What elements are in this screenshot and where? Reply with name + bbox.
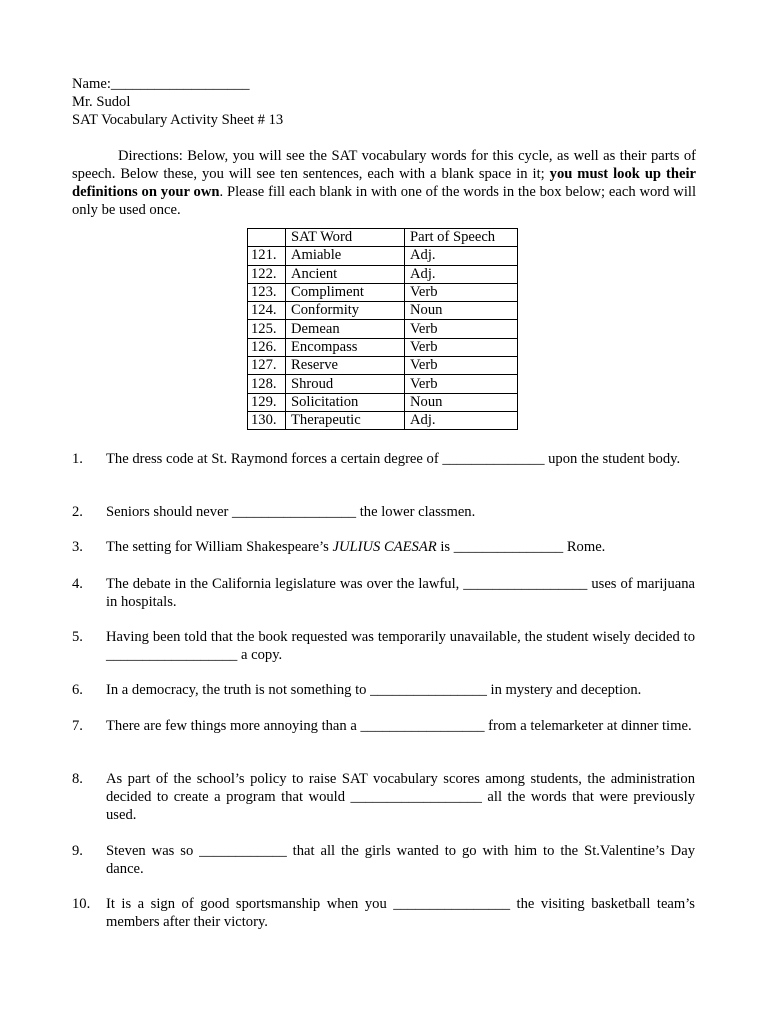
- play-title: JULIUS CAESAR: [332, 539, 437, 555]
- header-pos: Part of Speech: [405, 229, 518, 247]
- question-text-end: is _______________ Rome.: [436, 539, 606, 555]
- teacher-name: Mr. Sudol: [72, 94, 131, 110]
- question-4: [72, 575, 696, 611]
- row-word: Conformity: [286, 302, 405, 320]
- directions-text-end: . Please fill each blank in with one of the words in the box below; each word will only be used once.: [72, 184, 697, 218]
- question-number: 9.: [72, 843, 83, 859]
- row-pos: Verb: [405, 338, 518, 356]
- question-7: [72, 717, 696, 735]
- question-8: [72, 770, 696, 824]
- table-row: [248, 357, 518, 375]
- directions-bold-text: you must look up their definitions on your own: [72, 166, 696, 200]
- question-10: [72, 895, 696, 931]
- question-text: Seniors should never _________________ the lower classmen.: [106, 504, 476, 520]
- question-3: [72, 538, 696, 556]
- row-pos: Verb: [405, 357, 518, 375]
- question-text: As part of the school’s policy to raise SAT vocabulary scores among students, the administration decided to create a program that would __________________ all the words that were previously used.: [106, 771, 695, 823]
- question-number: 10.: [72, 896, 91, 912]
- row-word: Compliment: [286, 283, 405, 301]
- question-9: [72, 842, 696, 878]
- vocab-table: [247, 228, 518, 430]
- question-2: [72, 503, 696, 521]
- question-text: The debate in the California legislature was over the lawful, _________________ uses of marijuana in hospitals.: [106, 576, 695, 610]
- row-num: 124.: [248, 302, 286, 320]
- row-pos: Adj.: [405, 411, 518, 429]
- row-word: Demean: [286, 320, 405, 338]
- table-row: [248, 375, 518, 393]
- table-row: [248, 302, 518, 320]
- name-line: Name:___________________: [72, 76, 250, 92]
- question-text-start: The setting for William Shakespeare’s: [106, 539, 333, 555]
- row-num: 127.: [248, 357, 286, 375]
- row-word: Reserve: [286, 357, 405, 375]
- question-text: It is a sign of good sportsmanship when you ________________ the visiting basketball team’s members after their victory.: [106, 896, 695, 930]
- row-pos: Adj.: [405, 265, 518, 283]
- table-row: [248, 265, 518, 283]
- row-pos: Noun: [405, 393, 518, 411]
- row-word: Ancient: [286, 265, 405, 283]
- question-number: 5.: [72, 629, 83, 645]
- question-number: 6.: [72, 682, 83, 698]
- question-5: [72, 628, 696, 664]
- table-row: [248, 338, 518, 356]
- table-header-row: [248, 229, 518, 247]
- directions-text: Directions: Below, you will see the SAT vocabulary words for this cycle, as well as their parts of speech. Below these, you will see ten sentences, each with a blank space in it;: [72, 148, 696, 182]
- directions-paragraph: [72, 147, 696, 219]
- question-number: 7.: [72, 718, 83, 734]
- question-number: 2.: [72, 504, 83, 520]
- header-num: [248, 229, 286, 247]
- question-number: 3.: [72, 539, 83, 555]
- table-row: [248, 247, 518, 265]
- row-num: 125.: [248, 320, 286, 338]
- question-text: There are few things more annoying than a _________________ from a telemarketer at dinner time.: [106, 718, 692, 734]
- worksheet-header: [72, 75, 696, 129]
- question-text: [106, 538, 695, 556]
- row-num: 130.: [248, 411, 286, 429]
- row-pos: Verb: [405, 283, 518, 301]
- question-text: In a democracy, the truth is not something to ________________ in mystery and deception.: [106, 682, 642, 698]
- header-word: SAT Word: [286, 229, 405, 247]
- table-row: [248, 393, 518, 411]
- row-pos: Verb: [405, 375, 518, 393]
- row-word: Therapeutic: [286, 411, 405, 429]
- row-pos: Noun: [405, 302, 518, 320]
- row-num: 122.: [248, 265, 286, 283]
- row-pos: Verb: [405, 320, 518, 338]
- row-num: 128.: [248, 375, 286, 393]
- question-text: Having been told that the book requested was temporarily unavailable, the student wisely decided to __________________ a copy.: [106, 629, 695, 663]
- table-row: [248, 283, 518, 301]
- row-word: Encompass: [286, 338, 405, 356]
- row-num: 121.: [248, 247, 286, 265]
- question-6: [72, 681, 696, 699]
- row-num: 129.: [248, 393, 286, 411]
- row-word: Solicitation: [286, 393, 405, 411]
- question-number: 4.: [72, 576, 83, 592]
- row-num: 126.: [248, 338, 286, 356]
- row-word: Amiable: [286, 247, 405, 265]
- sheet-title: SAT Vocabulary Activity Sheet # 13: [72, 112, 284, 128]
- row-pos: Adj.: [405, 247, 518, 265]
- question-number: 8.: [72, 771, 83, 787]
- table-row: [248, 320, 518, 338]
- question-1: [72, 450, 696, 468]
- row-num: 123.: [248, 283, 286, 301]
- question-text: Steven was so ____________ that all the girls wanted to go with him to the St.Valentine’s Day dance.: [106, 843, 695, 877]
- row-word: Shroud: [286, 375, 405, 393]
- question-text: The dress code at St. Raymond forces a certain degree of ______________ upon the student body.: [106, 451, 681, 467]
- table-row: [248, 411, 518, 429]
- question-number: 1.: [72, 451, 83, 467]
